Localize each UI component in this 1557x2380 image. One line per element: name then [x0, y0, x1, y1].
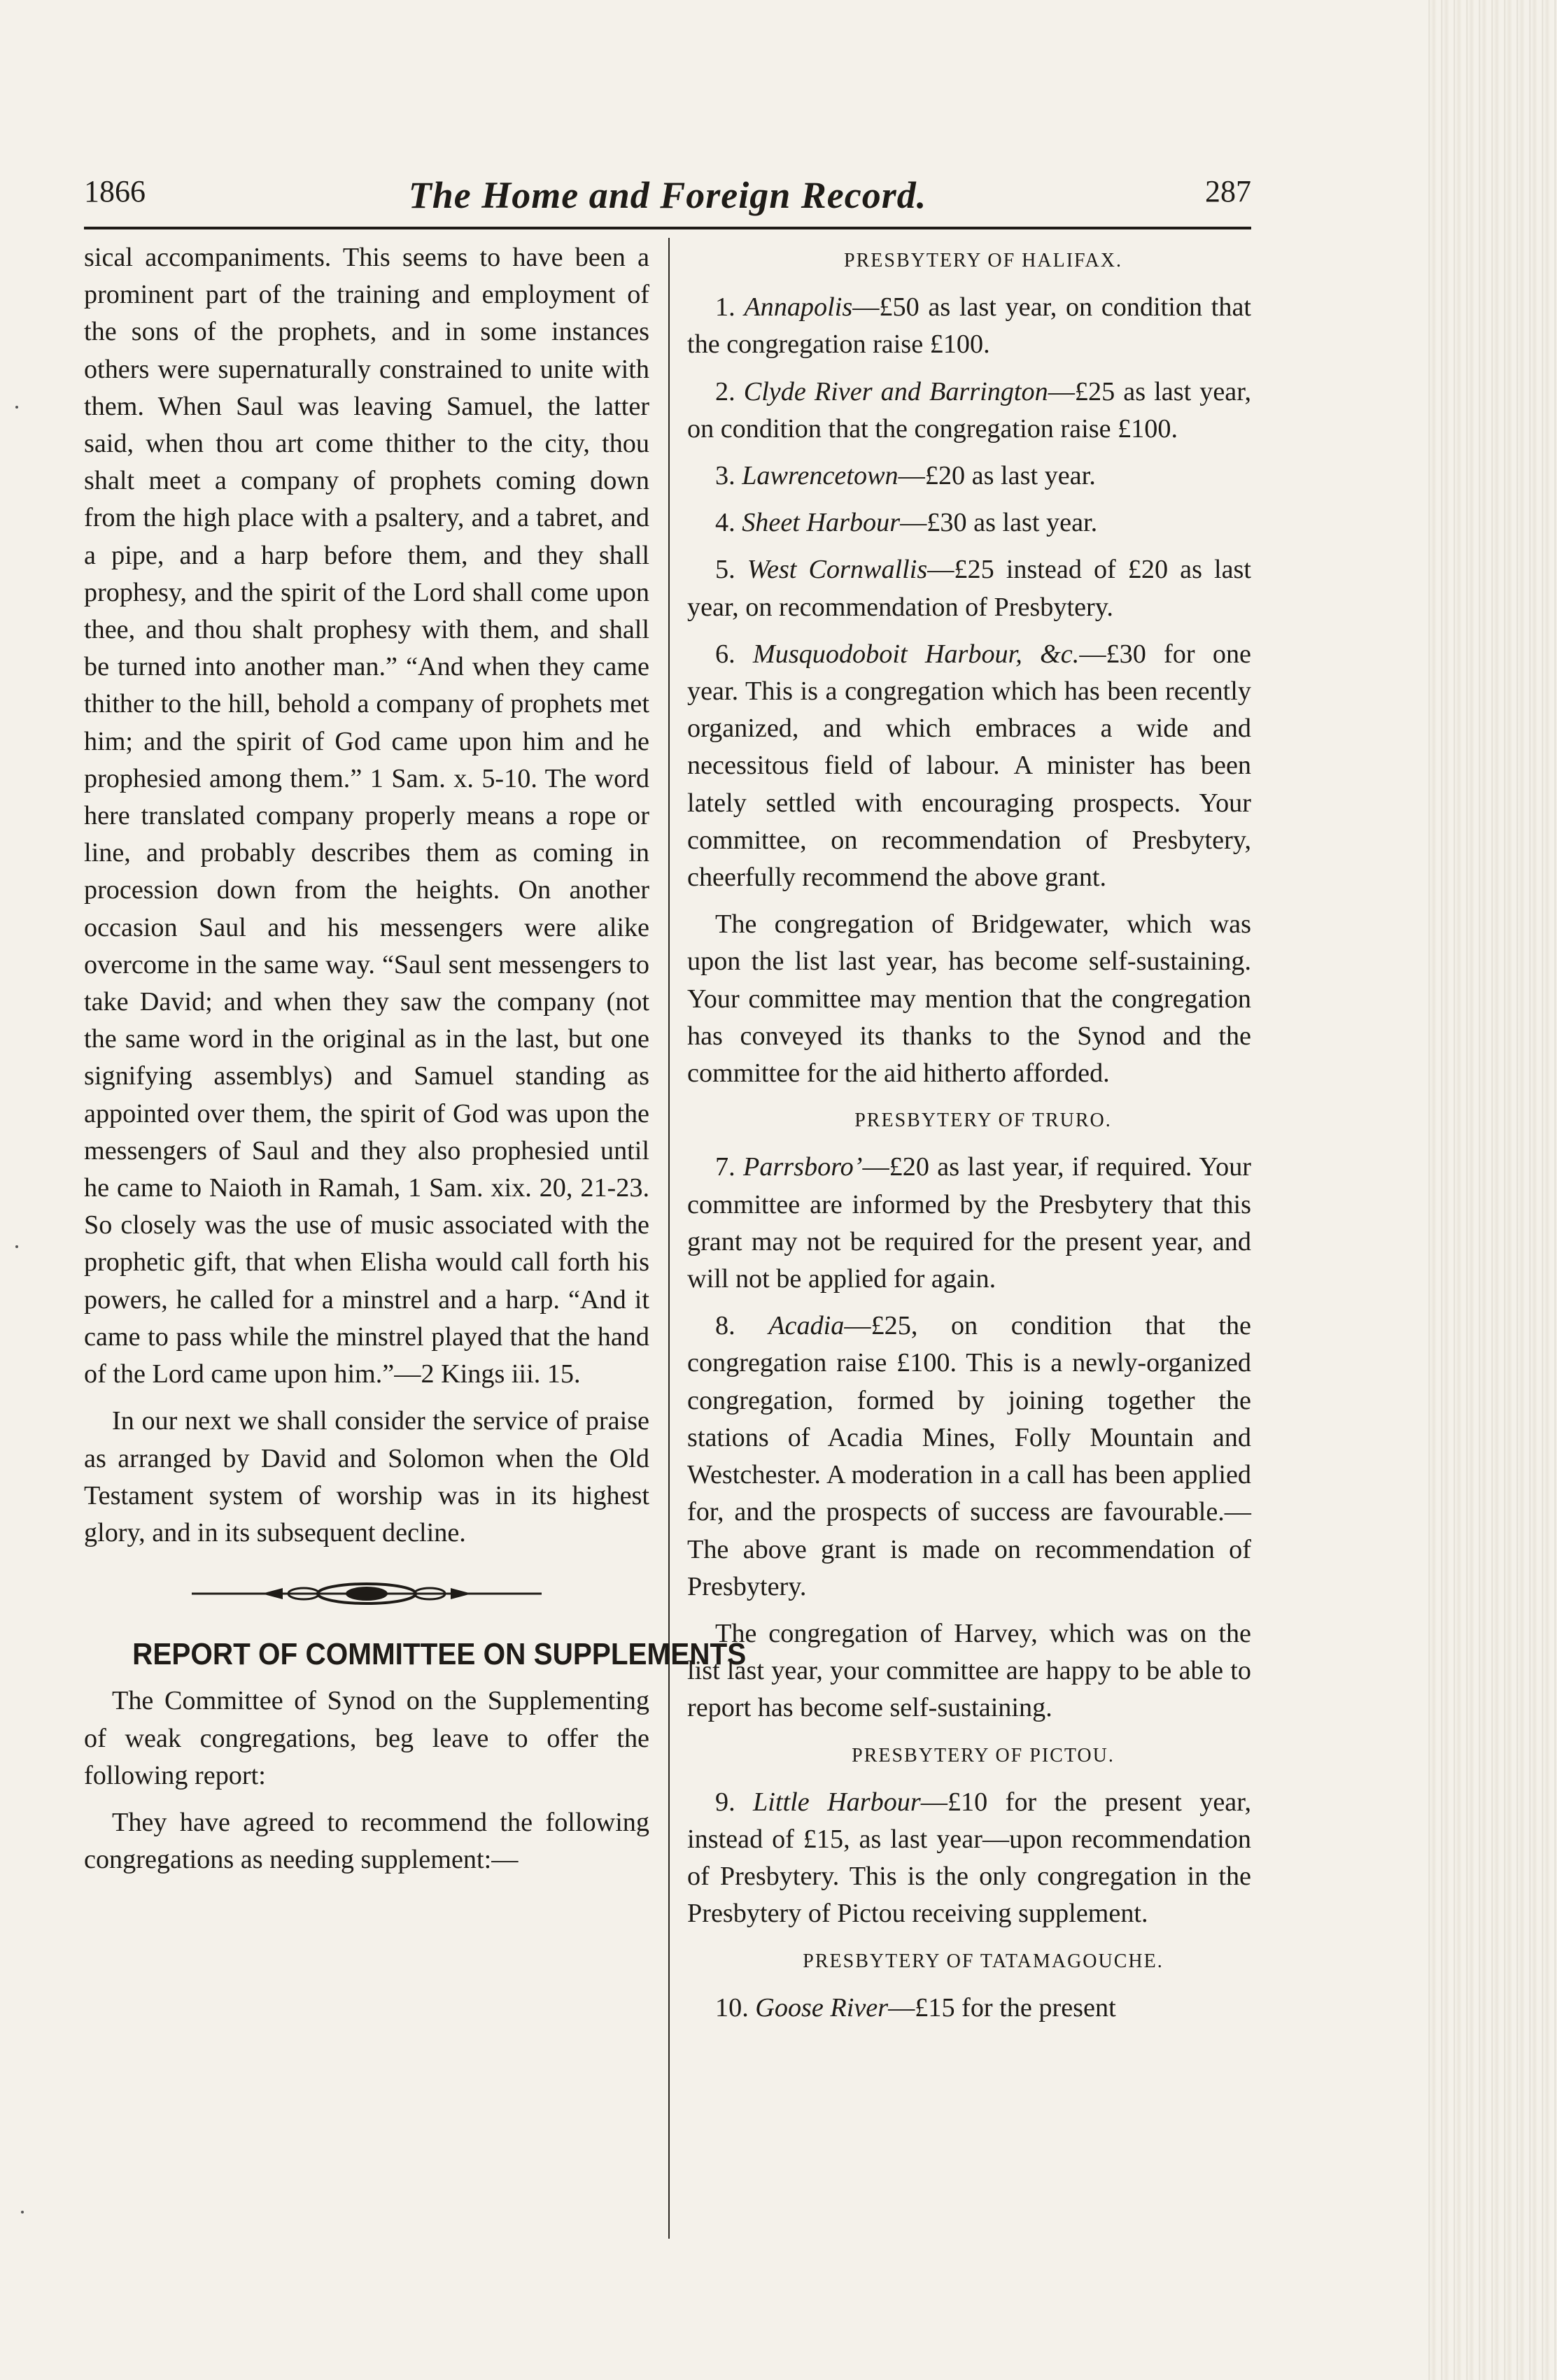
- supplement-item: [687, 1149, 1251, 1298]
- running-header: [84, 173, 1251, 222]
- item-text: —£50 as last year, on condition that the congregation raise £100.: [687, 292, 1252, 360]
- item-number: 7.: [715, 1152, 735, 1182]
- paragraph-committee: The Committee of Synod on the Supplementing of weak congregations, beg leave to offer the following report:: [84, 1686, 649, 1790]
- presbytery-heading-tatamagouche: PRESBYTERY OF TATAMAGOUCHE.: [803, 1950, 1164, 1972]
- item-text: —£25, on condition that the congregation raise £100. This is a newly-organized congregation, formed by joining together the stations of Acadia Mines, Folly Mountain and Westchester. A moderation in a call has been applied for, and the prospects of success are favourable.—The above grant is made on recommendation of Presbytery.: [687, 1311, 1251, 1601]
- header-year: 1866: [84, 174, 146, 208]
- congregation-name: Little Harbour: [753, 1787, 921, 1817]
- presbytery-heading-truro: PRESBYTERY OF TRURO.: [854, 1110, 1112, 1132]
- item-number: 1.: [715, 292, 735, 323]
- item-number: 4.: [715, 508, 735, 538]
- item-text: —£25 instead of £20 as last year, on recommendation of Presbytery.: [687, 555, 1252, 622]
- paragraph-recommend: They have agreed to recommend the following congregations as needing supplement:—: [84, 1807, 649, 1875]
- paragraph-music: sical accompaniments. This seems to have been a prominent part of the training and employment of the sons of the prophets, and in some instances others were supernaturally constrained to unite with them. When Saul was leaving Samuel, the latter said, when thou art come thither to the city, thou shalt meet a company of prophets coming down from the high place with a psaltery, and a tabret, and a pipe, and a harp before them, and they shall prophesy, and the spirit of the Lord shall come upon thee, and thou shalt prophesy with them, and shall be turned into another man.” “And when they came thither to the hill, behold a company of prophets met him; and the spirit of God came upon him and he prophesied among them.” 1 Sam. x. 5-10. The word here translated company properly means a rope or line, and probably describes them as coming in procession down from the heights. On another occasion Saul and his messengers were alike overcome in the same way. “Saul sent messengers to take David; and when they saw the company (not the same word in the original as in the last, but one signifying assemblys) and Samuel standing as appointed over them, the spirit of God was upon the messengers of Saul and they also prophesied until he came to Naioth in Ramah, 1 Sam. xix. 20, 21-23. So closely was the use of music associated with the prophetic gift, that when Elisha would call forth his powers, he called for a minstrel and a harp. “And it came to pass while the minstrel played that the hand of the Lord came upon him.”—2 Kings iii. 15.: [84, 243, 649, 1389]
- paragraph-bridgewater: The congregation of Bridgewater, which was upon the list last year, has become self-sustaining. Your committee may mention that the congregation has conveyed its thanks to the Synod and the committee for the aid hitherto afforded.: [687, 909, 1251, 1089]
- congregation-name: West Cornwallis: [747, 555, 928, 585]
- presbytery-heading-halifax: PRESBYTERY OF HALIFAX.: [844, 250, 1122, 271]
- item-text: —£15 for the present: [888, 1992, 1116, 2023]
- paragraph-next-issue: In our next we shall consider the service of praise as arranged by David and Solomon when the Old Testament system of worship was in its highest glory, and in its subsequent decline.: [84, 1406, 649, 1547]
- page-number: 287: [1205, 174, 1251, 208]
- print-speck: [15, 1245, 18, 1248]
- supplement-item: [687, 636, 1251, 896]
- congregation-name: Goose River: [755, 1992, 889, 2023]
- report-title: REPORT OF COMMITTEE ON SUPPLEMENTS: [132, 1637, 747, 1672]
- ornament-divider: [84, 1573, 649, 1615]
- supplement-item: [687, 1784, 1251, 1933]
- item-text: —£10 for the present year, instead of £15, as last year—upon recommendation of Presbytery. This is the only congregation in the Presbytery of Pictou receiving supplement.: [687, 1787, 1251, 1929]
- item-text: —£25 as last year, on condition that the congregation raise £100.: [687, 376, 1251, 444]
- congregation-name: Lawrencetown: [742, 461, 899, 491]
- supplement-item: [687, 289, 1251, 363]
- supplement-item: [687, 458, 1251, 495]
- item-text: —£30 for one year. This is a congregation which has been recently organized, and which embraces a wide and necessitous field of labour. A minister has been lately settled with encouraging prospects. Your committee, on recommendation of Presbytery, cheerfully recommend the above grant.: [687, 639, 1251, 893]
- congregation-name: Acadia: [768, 1311, 845, 1341]
- item-number: 6.: [715, 639, 735, 669]
- supplement-item: [687, 1990, 1251, 2027]
- header-rule: [84, 227, 1251, 229]
- item-number: 3.: [715, 461, 735, 491]
- binding-edge: [1424, 0, 1557, 2380]
- supplement-item: [687, 504, 1251, 541]
- left-column: [84, 239, 747, 1878]
- header-title: The Home and Foreign Record.: [408, 174, 927, 216]
- item-number: 9.: [715, 1787, 735, 1817]
- congregation-name: Sheet Harbour: [742, 508, 901, 538]
- right-column: [687, 239, 1251, 2027]
- item-number: 8.: [715, 1311, 735, 1341]
- item-number: 2.: [715, 376, 735, 406]
- congregation-name: Clyde River and Barrington: [743, 376, 1048, 406]
- print-speck: [15, 406, 18, 409]
- item-text: —£30 as last year.: [900, 508, 1098, 538]
- item-number: 10.: [715, 1992, 749, 2023]
- presbytery-heading-pictou: PRESBYTERY OF PICTOU.: [852, 1744, 1115, 1766]
- item-number: 5.: [715, 555, 735, 585]
- item-text: —£20 as last year.: [898, 461, 1096, 491]
- congregation-name: Parrsboro’: [743, 1152, 863, 1182]
- supplement-item: [687, 374, 1251, 448]
- paragraph-harvey: The congregation of Harvey, which was on the list last year, your committee are happy to be able to report has become self-sustaining.: [687, 1618, 1251, 1723]
- congregation-name: Annapolis: [744, 292, 853, 323]
- supplement-item: [687, 1308, 1251, 1606]
- item-text: —£20 as last year, if required. Your committee are informed by the Presbytery that this grant may not be required for the present year, and will not be applied for again.: [687, 1152, 1252, 1294]
- column-rule: [668, 238, 670, 2239]
- supplement-item: [687, 551, 1251, 625]
- print-speck: [21, 2211, 24, 2213]
- congregation-name: Musquodoboit Harbour, &c.: [752, 639, 1080, 669]
